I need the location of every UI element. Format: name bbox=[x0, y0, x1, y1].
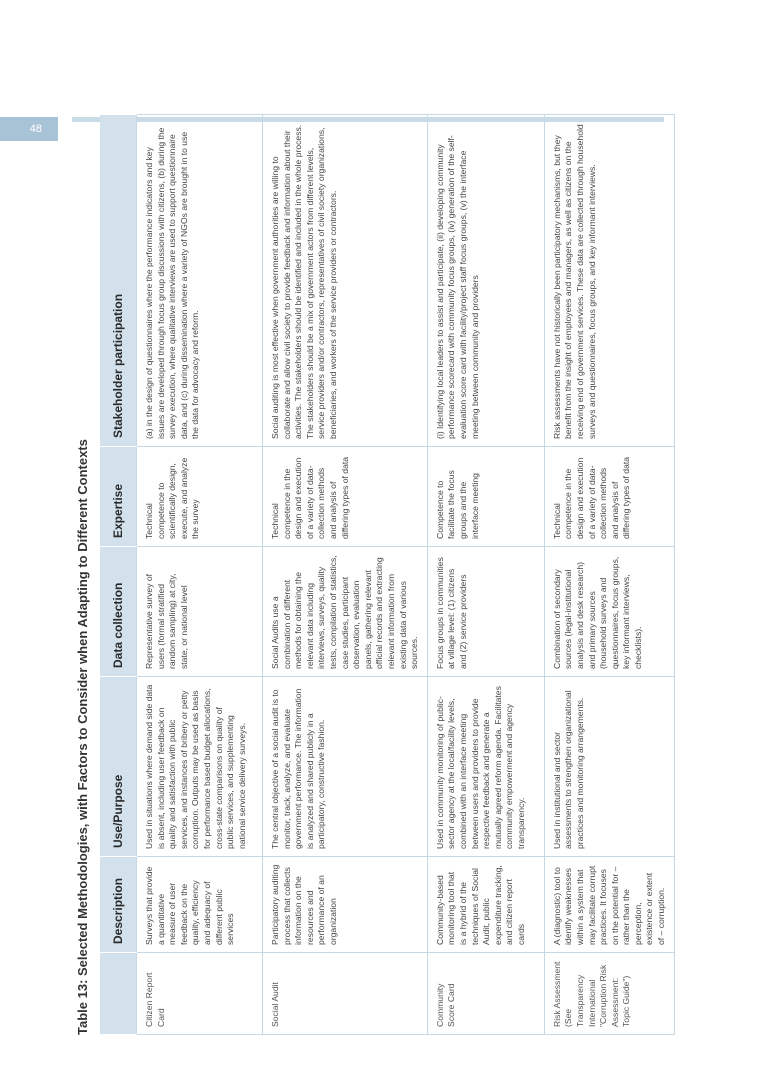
data-collection-cell: Focus groups in communities at village level: (1) citizens and (2) service providers bbox=[427, 547, 544, 677]
use-purpose-cell: The central objective of a social audit is to monitor, track, analyze, and evaluate government performance. The information is analyzed and shared publicly in a participatory, constructive fashion. bbox=[263, 677, 428, 857]
table-row bbox=[137, 115, 263, 1035]
method-cell: Community Score Card bbox=[427, 953, 544, 1035]
expertise-cell: Competence to facilitate the focus groups and the interface meeting bbox=[427, 447, 544, 547]
description-cell: Surveys that provide a quantitative measure of user feedback on the quality, efficiency and adequacy of different public services bbox=[137, 857, 263, 953]
use-purpose-cell: Used in institutional and sector assessments to strengthen organizational practices and monitoring arrangements. bbox=[544, 677, 674, 857]
expertise-cell: Technical competence in the design and execution of a variety of data-collection methods and analysis of differing types of data bbox=[544, 447, 674, 547]
stakeholder-cell: (i) Identifying local leaders to assist and participate, (ii) developing community performance scorecard with community focus groups, (iv) generation of the self-evaluation score card with facility/project staff focus groups, (v) the interface meeting between community and providers bbox=[427, 115, 544, 447]
header-description: Description bbox=[100, 857, 137, 953]
table-row bbox=[263, 115, 428, 1035]
description-cell: A (diagnostic) tool to identify weaknesses within a system that may facilitate corrupt practices. It focuses on the potential for – rather than the perception, existence or extent of – corruption. bbox=[544, 857, 674, 953]
expertise-cell: Technical competence to scientifically design, execute, and analyze the survey bbox=[137, 447, 263, 547]
header-data-collection: Data collection bbox=[100, 547, 137, 677]
expertise-cell: Technical competence in the design and execution of a variety of data-collection methods and analysis of differing types of data bbox=[263, 447, 428, 547]
use-purpose-cell: Used in community monitoring of public-sector agency at the local/facility levels, combined with an interface meeting between users and providers to provide respective feedback and generate a mutually agreed reform agenda. Facilitates community empowerment and agency transparency. bbox=[427, 677, 544, 857]
header-method bbox=[100, 953, 137, 1035]
data-collection-cell: Social Audits use a combination of different methods for obtaining the relevant data including interviews, surveys, quality tests, compilation of statistics, case studies, participant observation, evaluation panels, gathering relevant official records and extracting relevant information from existing data of various sources. bbox=[263, 547, 428, 677]
description-cell: Community-based monitoring tool that is a hybrid of the techniques of Social Audit, public expenditure tracking, and citizen report cards bbox=[427, 857, 544, 953]
header-use-purpose: Use/Purpose bbox=[100, 677, 137, 857]
header-expertise: Expertise bbox=[100, 447, 137, 547]
data-collection-cell: Representative survey of users (formal stratified random sampling) at city, state, or national level bbox=[137, 547, 263, 677]
table-header-row bbox=[100, 115, 137, 1035]
rotated-page-content bbox=[68, 75, 668, 1035]
method-cell: Citizen Report Card bbox=[137, 953, 263, 1035]
stakeholder-cell: Social auditing is most effective when government authorities are willing to collaborate and allow civil society to provide feedback and information about their activities. The stakeholders should be identified and included in the whole process. The stakeholders should be a mix of government actors from different levels, service providers and/or contractors, representatives of civil society organizations, beneficiaries, and workers of the service providers or contractors. bbox=[263, 115, 428, 447]
stakeholder-cell: Risk assessments have not historically been participatory mechanisms, but they benefit from the insight of employees and managers, as well as citizens on the receiving end of government services. These data are collected through household surveys and questionnaires, focus groups, and key informant interviews. bbox=[544, 115, 674, 447]
method-cell: Risk Assessment (See Transparency International "Corruption Risk Assessment: Topic Guide") bbox=[544, 953, 674, 1035]
table-title: Table 13: Selected Methodologies, with Factors to Consider when Adapting to Different Contexts bbox=[75, 439, 90, 1035]
header-stakeholder-participation: Stakeholder participation bbox=[100, 115, 137, 447]
table-row bbox=[544, 115, 674, 1035]
methodologies-table bbox=[100, 115, 675, 1035]
data-collection-cell: Combination of secondary sources (legal-institutional analysis and desk research) and primary sources (household surveys and questionnaires, focus groups, key informant interviews, checklists). bbox=[544, 547, 674, 677]
stakeholder-cell: (a) in the design of questionnaires where the performance indicators and key issues are developed through focus group discussions with citizens, (b) during the survey execution, where qualitative interviews are used to support questionnaire data, and (c) during dissemination where a variety of NGOs are brought in to use the data for advocacy and reform. bbox=[137, 115, 263, 447]
page-number: 48 bbox=[0, 117, 58, 141]
description-cell: Participatory auditing process that collects information on the resources and performance of an organization bbox=[263, 857, 428, 953]
method-cell: Social Audit bbox=[263, 953, 428, 1035]
use-purpose-cell: Used in situations where demand side data is absent, including user feedback on quality and satisfaction with public services, and instances of bribery or petty corruption. Outputs may be used as basis for performance based budget allocations, cross-state comparisons on quality of public services, and supplementing national service delivery surveys. bbox=[137, 677, 263, 857]
table-row bbox=[427, 115, 544, 1035]
